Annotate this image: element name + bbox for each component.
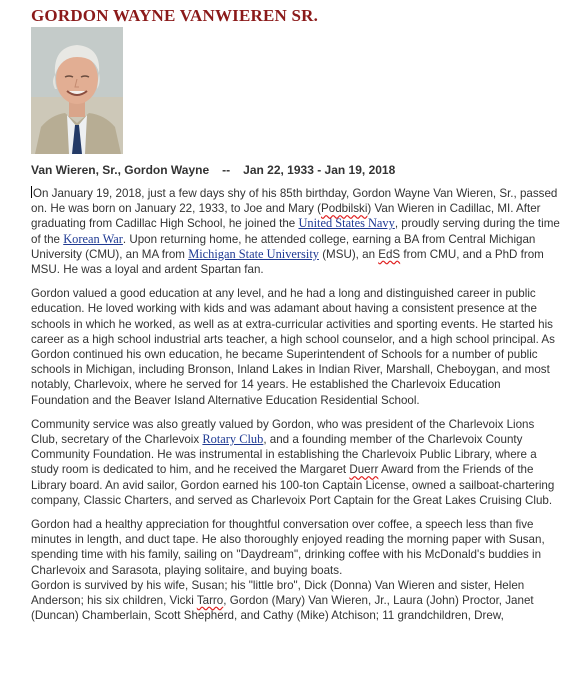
- portrait-image: [31, 27, 123, 154]
- deceased-name: Van Wieren, Sr., Gordon Wayne: [31, 163, 210, 177]
- name-and-dates: [31, 163, 395, 177]
- paragraph-early-life: On January 19, 2018, just a few days shy of his 85th birthday, Gordon Wayne Van Wieren, Sr., passed on. He was born on January 22, 1933, to Joe and Mary (Podbilski) Van Wieren in Cadillac, MI. After graduating from Cadillac High School, he joined the United States Navy, proudly serving during the time of the Korean War. Upon returning home, he attended college, earning a BA from Central Michigan University (CMU), an MA from Michigan State University (MSU), an EdS from CMU, and a PhD from MSU. He was a loyal and ardent Spartan fan.: [31, 187, 560, 277]
- spellcheck-word: Podbilski: [321, 202, 368, 216]
- dates-separator: --: [222, 163, 231, 177]
- obituary-body: [31, 186, 561, 623]
- spellcheck-word: Tarro: [196, 594, 224, 608]
- link-rotary-club[interactable]: Rotary Club: [202, 432, 264, 447]
- link-michigan-state-university[interactable]: Michigan State University: [188, 246, 319, 261]
- spellcheck-word: Duerr: [349, 463, 379, 477]
- paragraph-community: Community service was also greatly valued by Gordon, who was president of the Charlevoix Lions Club, secretary of the Charlevoix Rotary Club, and a founding member of the Charlevoix County Community Foundation. He was instrumental in establishing the Charlevoix Public Library, where a study room is dedicated to him, and he received the Margaret Duerr Award from the Friends of the Library board. An avid sailor, Gordon earned his 100-ton Captain License, owned a sailboat-chartering company, Classic Charters, and served as Charlevoix Port Captain for the Great Lakes Cruising Club.: [31, 417, 555, 507]
- link-united-states-navy[interactable]: United States Navy: [298, 216, 395, 231]
- page-title: GORDON WAYNE VANWIEREN SR.: [31, 6, 319, 25]
- paragraph-survivors: Gordon is survived by his wife, Susan; his "little bro", Dick (Donna) Van Wieren and sister, Helen Anderson; his six children, Vicki Tarro, Gordon (Mary) Van Wieren, Jr., Laura (John) Proctor, Janet (Duncan) Chamberlain, Scott Shepherd, and Cathy (Mike) Atchison; 11 grandchildren, Drew,: [31, 578, 534, 623]
- link-korean-war[interactable]: Korean War: [63, 231, 123, 246]
- paragraph-interests: Gordon had a healthy appreciation for thoughtful conversation over coffee, a speech less than five minutes in length, and duct tape. He also thoroughly enjoyed reading the morning paper with Susan, spending time with his family, sailing on "Daydream", drinking coffee with his McDonald's buddies in Charlevoix and Sarasota, playing solitaire, and buying boats.: [31, 518, 545, 577]
- text-cursor: [31, 186, 32, 198]
- life-dates: Jan 22, 1933 - Jan 19, 2018: [243, 163, 396, 177]
- spellcheck-word: EdS: [378, 247, 401, 261]
- portrait-photo: [31, 27, 123, 154]
- paragraph-career: Gordon valued a good education at any level, and he had a long and distinguished career in public education. He loved working with kids and was adamant about having a consistent presence at the schools in which he worked, as well as at extra-curricular activities and sporting events. He started his career as a high school industrial arts teacher, a high school counselor, and a high school principal. As Gordon continued his own education, he became Superintendent of Schools for a number of public schools in Michigan, including Bronson, Inland Lakes in Indian River, Marshall, Cheboygan, and most notably, Charlevoix, where he served for 14 years. He established the Charlevoix Education Foundation and the Beaver Island Alternative Education Residential School.: [31, 287, 555, 407]
